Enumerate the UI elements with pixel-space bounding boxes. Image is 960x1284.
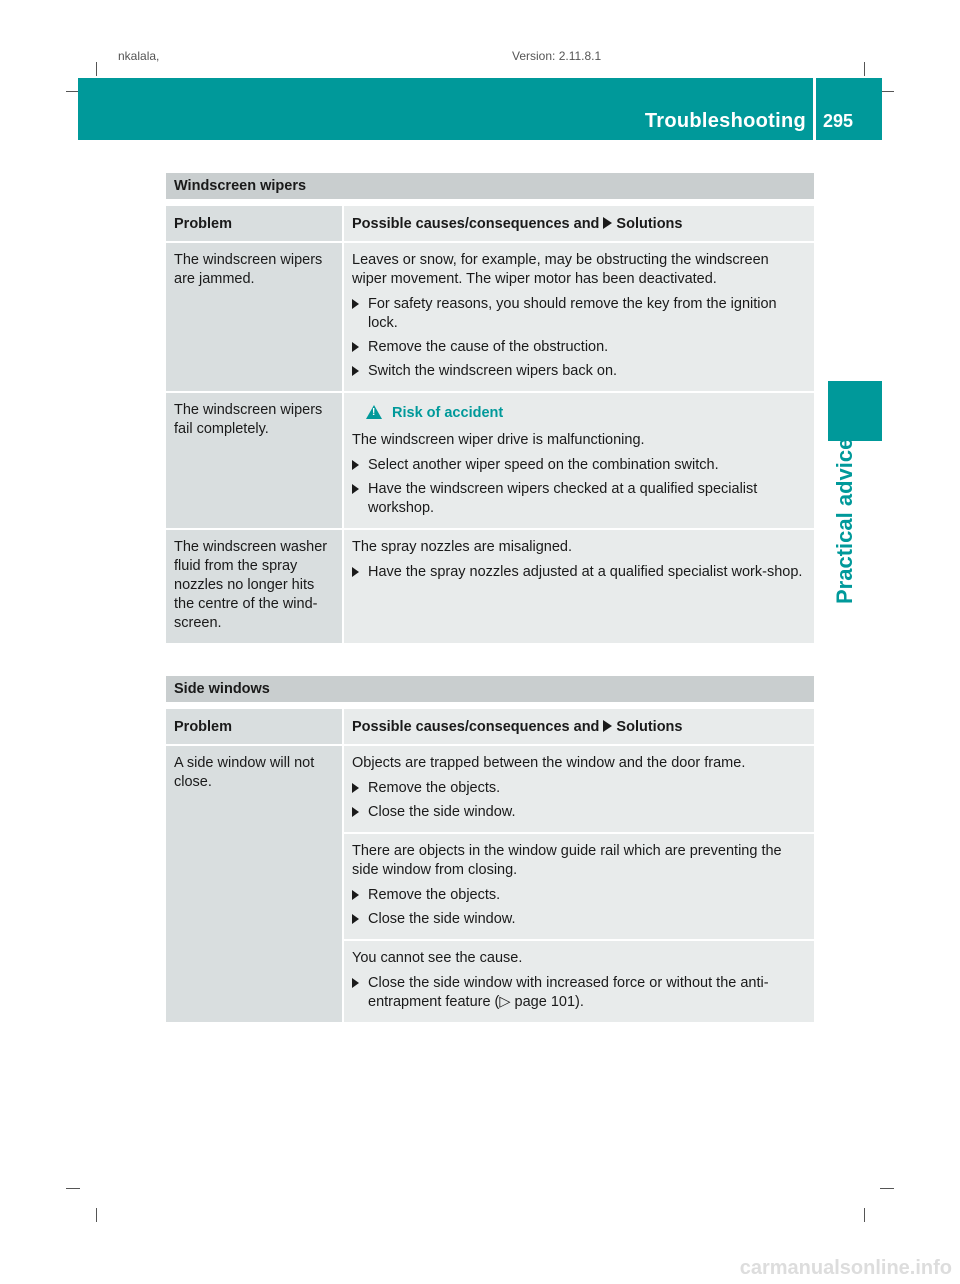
problem-cell: The windscreen wipers fail completely. (166, 393, 342, 528)
solution-cell (344, 393, 814, 528)
step-item: Remove the objects. (352, 886, 806, 905)
step-item: Switch the windscreen wipers back on. (352, 362, 806, 381)
warning-note: !Risk of accident (352, 404, 806, 423)
arrow-icon (352, 484, 359, 494)
cause-text: You cannot see the cause. (352, 950, 523, 966)
chapter-tab (828, 381, 882, 441)
page-title: Troubleshooting (644, 110, 806, 132)
column-header-solutions: Possible causes/consequences and Solutions (344, 206, 814, 241)
cause-block (344, 746, 814, 832)
solution-cell (344, 746, 814, 1022)
warning-icon (366, 405, 382, 419)
arrow-icon (352, 460, 359, 470)
windscreen-wipers-table (166, 206, 814, 645)
table-row (166, 393, 814, 528)
section-title-side-windows: Side windows (166, 676, 814, 702)
cause-text: The spray nozzles are misaligned. (352, 539, 573, 555)
step-item: For safety reasons, you should remove the key from the ignition lock. (352, 295, 806, 333)
crop-mark (880, 1188, 894, 1189)
table-header-row (166, 206, 814, 241)
arrow-icon (352, 890, 359, 900)
step-item: Remove the objects. (352, 779, 806, 798)
arrow-icon (352, 807, 359, 817)
column-header-problem: Problem (166, 206, 342, 241)
arrow-icon (352, 978, 359, 988)
crop-mark (864, 1208, 865, 1222)
print-meta-left: nkalala, (118, 49, 160, 63)
step-item: Select another wiper speed on the combination switch. (352, 456, 806, 475)
watermark: carmanualsonline.info (739, 1257, 952, 1279)
step-item: Have the spray nozzles adjusted at a qualified specialist work-shop. (352, 563, 806, 582)
column-header-solutions: Possible causes/consequences and Solutions (344, 709, 814, 744)
arrow-icon (352, 783, 359, 793)
step-item: Close the side window. (352, 803, 806, 822)
header-divider (813, 78, 816, 140)
step-item: Have the windscreen wipers checked at a qualified specialist workshop. (352, 480, 806, 518)
page-number: 295 (823, 111, 854, 131)
table-row (166, 243, 814, 391)
column-header-problem: Problem (166, 709, 342, 744)
step-item: Close the side window with increased force or without the anti-entrapment feature (▷ page 101). (352, 974, 806, 1012)
cause-text: Objects are trapped between the window and the door frame. (352, 755, 746, 771)
chapter-label: Practical advice (832, 437, 857, 604)
section-title-windscreen-wipers: Windscreen wipers (166, 173, 814, 199)
cause-block (344, 941, 814, 1022)
print-meta-right: Version: 2.11.8.1 (512, 49, 602, 63)
arrow-icon (603, 217, 612, 229)
side-windows-table (166, 709, 814, 1024)
crop-mark (880, 91, 894, 92)
step-item: Remove the cause of the obstruction. (352, 338, 806, 357)
arrow-icon (603, 720, 612, 732)
table-header-row (166, 709, 814, 744)
table-row (166, 530, 814, 643)
crop-mark (96, 1208, 97, 1222)
crop-mark (66, 1188, 80, 1189)
problem-cell: A side window will not close. (166, 746, 342, 1022)
problem-cell: The windscreen wipers are jammed. (166, 243, 342, 391)
crop-mark (96, 62, 97, 76)
solution-cell (344, 243, 814, 391)
arrow-icon (352, 914, 359, 924)
cause-text: There are objects in the window guide rail which are preventing the side window from closing. (352, 843, 782, 878)
arrow-icon (352, 366, 359, 376)
cause-text: Leaves or snow, for example, may be obstructing the windscreen wiper movement. The wiper motor has been deactivated. (352, 252, 769, 287)
arrow-icon (352, 299, 359, 309)
cause-text: The windscreen wiper drive is malfunctioning. (352, 432, 645, 448)
arrow-icon (352, 342, 359, 352)
arrow-icon (352, 567, 359, 577)
step-item: Close the side window. (352, 910, 806, 929)
crop-mark (864, 62, 865, 76)
solution-cell (344, 530, 814, 643)
table-row (166, 746, 814, 1022)
cause-block (344, 834, 814, 939)
problem-cell: The windscreen washer fluid from the spray nozzles no longer hits the centre of the wind-screen. (166, 530, 342, 643)
